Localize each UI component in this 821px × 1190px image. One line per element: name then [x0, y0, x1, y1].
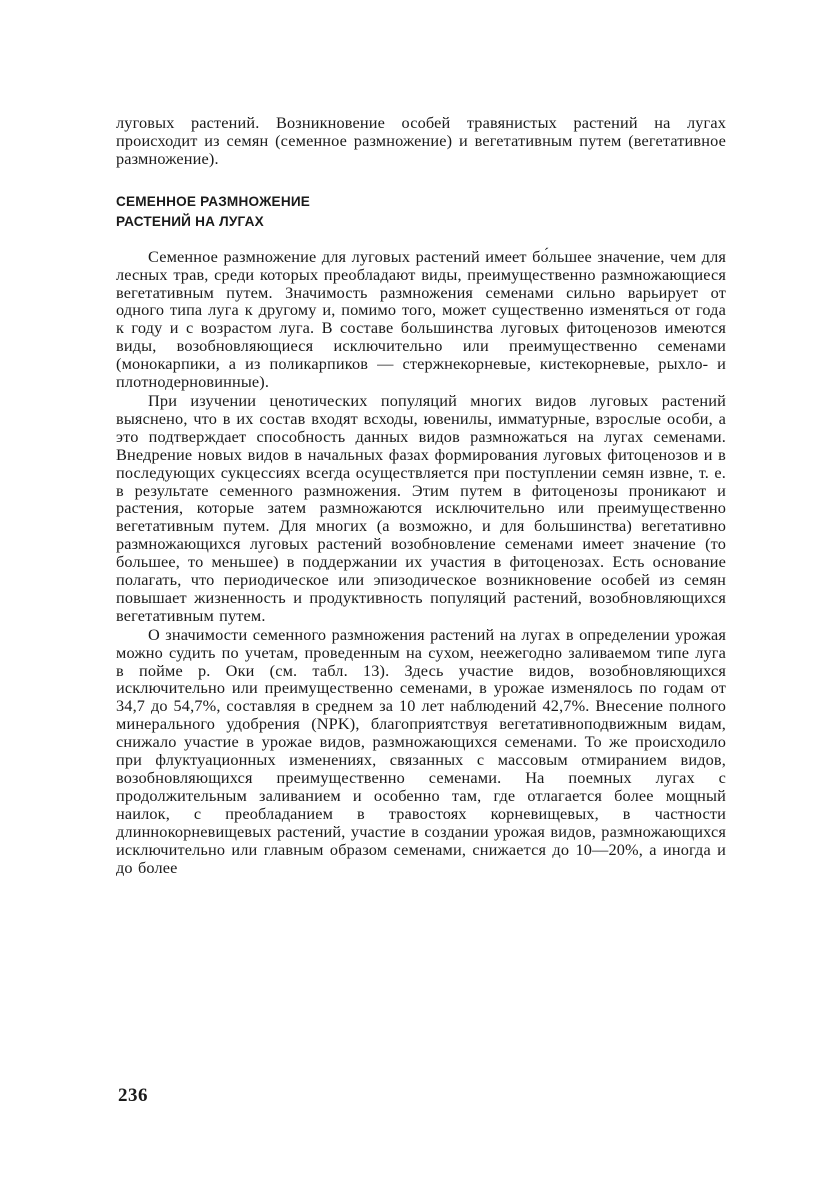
page-body [116, 114, 726, 876]
section-heading-line-1: СЕМЕННОЕ РАЗМНОЖЕНИЕ [116, 193, 311, 209]
body-paragraph-3: О значимости семенного размножения растений на лугах в определении урожая можно судить по учетам, проведенным на сухом, неежегодно заливаемом типе луга в пойме р. Оки (см. табл. 13). Здесь участие видов, возобновляющихся исключительно или преимущественно семенами, в урожае изменялось по годам от 34,7 до 54,7%, составляя в среднем за 10 лет наблюдений 42,7%. Внесение полного минерального удобрения (NPK), благоприятствуя вегетативноподвижным видам, снижало участие в урожае видов, размножающихся семенами. То же происходило при флуктуационных изменениях, связанных с массовым отмиранием видов, возобновляющихся преимущественно семенами. На поемных лугах с продолжительным заливанием и особенно там, где отлагается более мощный наилок, с преобладанием в травостоях корневищевых, в частности длиннокорневищевых растений, участие в создании урожая видов, размножающихся исключительно или главным образом семенами, снижается до 10—20%, а иногда и до более [116, 624, 726, 877]
body-paragraph-2: При изучении ценотических популяций многих видов луговых растений выяснено, что в их состав входят всходы, ювенилы, имматурные, взрослые особи, а это подтверждает способность данных видов размножаться на лугах семенами. Внедрение новых видов в начальных фазах формирования луговых фитоценозов и в последующих сукцессиях всегда осуществляется при поступлении семян извне, т. е. в результате семенного размножения. Этим путем в фитоценозы проникают и растения, которые затем размножаются исключительно или преимущественно вегетативным путем. Для многих (а возможно, и для большинства) вегетативно размножающихся луговых растений возобновление семенами имеет значение (то большее, то меньшее) в поддержании их участия в фитоценозах. Есть основание полагать, что периодическое или эпизодическое возникновение особей из семян повышает жизненность и продуктивность популяций растений, возобновляющихся вегетативным путем. [116, 390, 726, 625]
body-paragraph-1: Семенное размножение для луговых растений имеет бо́льшее значение, чем для лесных трав, среди которых преобладают виды, преимущественно размножающиеся вегетативным путем. Значимость размножения семенами сильно варьирует от одного типа луга к другому и, помимо того, может существенно изменяться от года к году и с возрастом луга. В составе большинства луговых фитоценозов имеются виды, возобновляющиеся исключительно или преимущественно семенами (монокарпики, а из поликарпиков — стержнекорневые, кистекорневые, рыхло- и плотнодерновинные). [116, 246, 726, 392]
page-number: 236 [118, 1085, 148, 1106]
section-heading [116, 192, 726, 232]
section-heading-line-2: РАСТЕНИЙ НА ЛУГАХ [116, 213, 264, 229]
opening-paragraph: луговых растений. Возникновение особей травянистых растений на лугах происходит из семян (семенное размножение) и вегетативным путем (вегетативное размножение). [116, 113, 726, 168]
